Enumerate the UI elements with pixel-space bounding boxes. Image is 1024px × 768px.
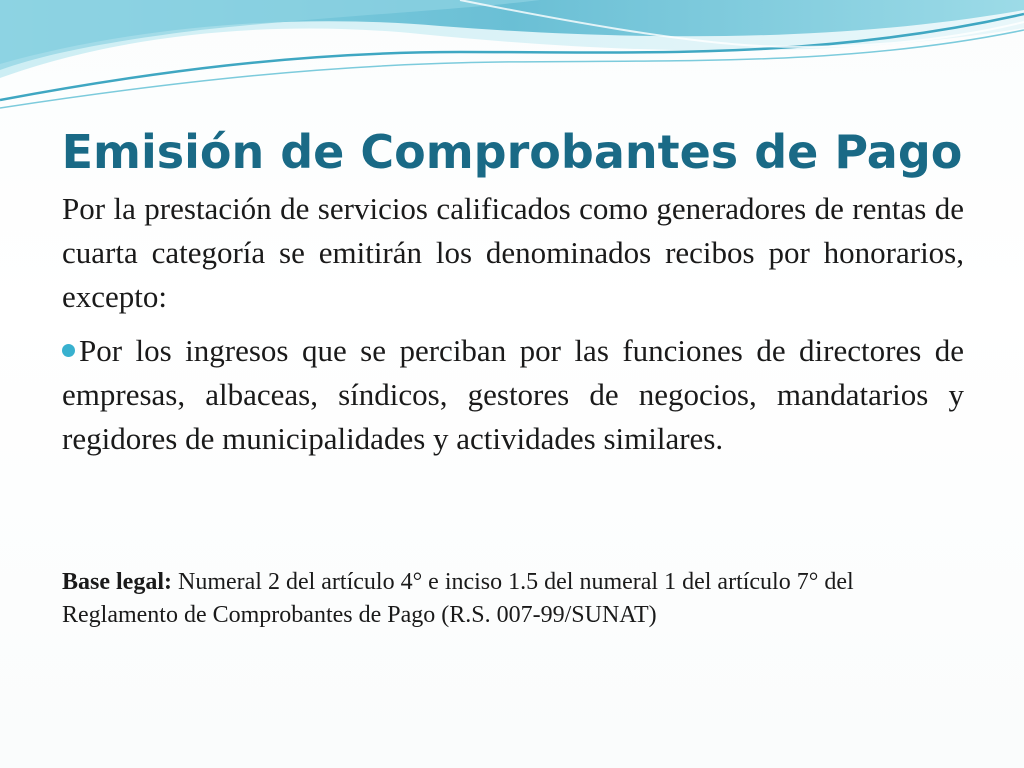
bullet-icon (62, 344, 75, 357)
legal-basis-text: Numeral 2 del artículo 4° e inciso 1.5 del numeral 1 del artículo 7° del Reglamento de Comprobantes de Pago (R.S. 007-99/SUNAT) (62, 569, 854, 628)
slide-title: Emisión de Comprobantes de Pago (61, 125, 963, 179)
bullet-list (62, 329, 964, 461)
header-wave-decoration (0, 0, 1024, 120)
legal-basis-label: Base legal: (62, 569, 172, 595)
intro-paragraph: Por la prestación de servicios calificados como generadores de rentas de cuarta categoría se emitirán los denominados recibos por honorarios, excepto: (62, 191, 964, 314)
legal-basis (62, 566, 964, 632)
list-item (62, 329, 964, 461)
bullet-text: Por los ingresos que se perciban por las funciones de directores de empresas, albaceas, síndicos, gestores de negocios, mandatarios y regidores de municipalidades y actividades similares. (62, 333, 964, 456)
